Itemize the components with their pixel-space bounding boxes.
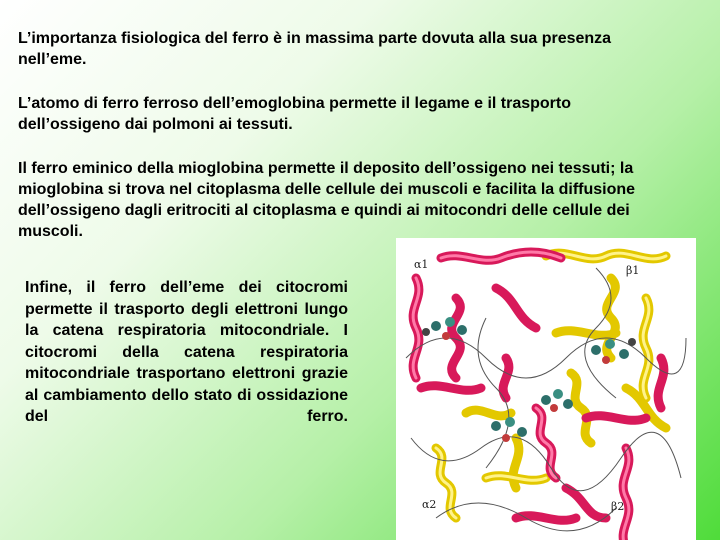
label-beta1: β1: [626, 264, 640, 277]
paragraph-cytochromes: Infine, il ferro dell’eme dei citocromi permette il trasporto degli elettroni lungo la catena respiratoria mitocondriale. I citocromi della catena respiratoria mitocondriale trasportano elettroni grazie al cambiamento dello stato di ossidazione del ferro.: [25, 279, 348, 425]
hemoglobin-structure-image: [396, 238, 696, 540]
label-alpha2: α2: [422, 498, 437, 511]
paragraph-myoglobin: Il ferro eminico della mioglobina permette il deposito dell’ossigeno nei tessuti; la mioglobina si trova nel citoplasma delle cellule dei muscoli e facilita la diffusione dell’ossigeno dagli eritrociti al citoplasma e quindi ai mitocondri delle cellule dei muscoli.: [18, 160, 636, 240]
label-alpha1: α1: [414, 258, 429, 271]
label-beta2: β2: [611, 500, 625, 513]
paragraph-hemoglobin: L’atomo di ferro ferroso dell’emoglobina permette il legame e il trasporto dell’ossigeno dai polmoni ai tessuti.: [18, 95, 571, 133]
paragraph-iron-importance: L’importanza fisiologica del ferro è in massima parte dovuta alla sua presenza nell’eme.: [18, 30, 612, 68]
